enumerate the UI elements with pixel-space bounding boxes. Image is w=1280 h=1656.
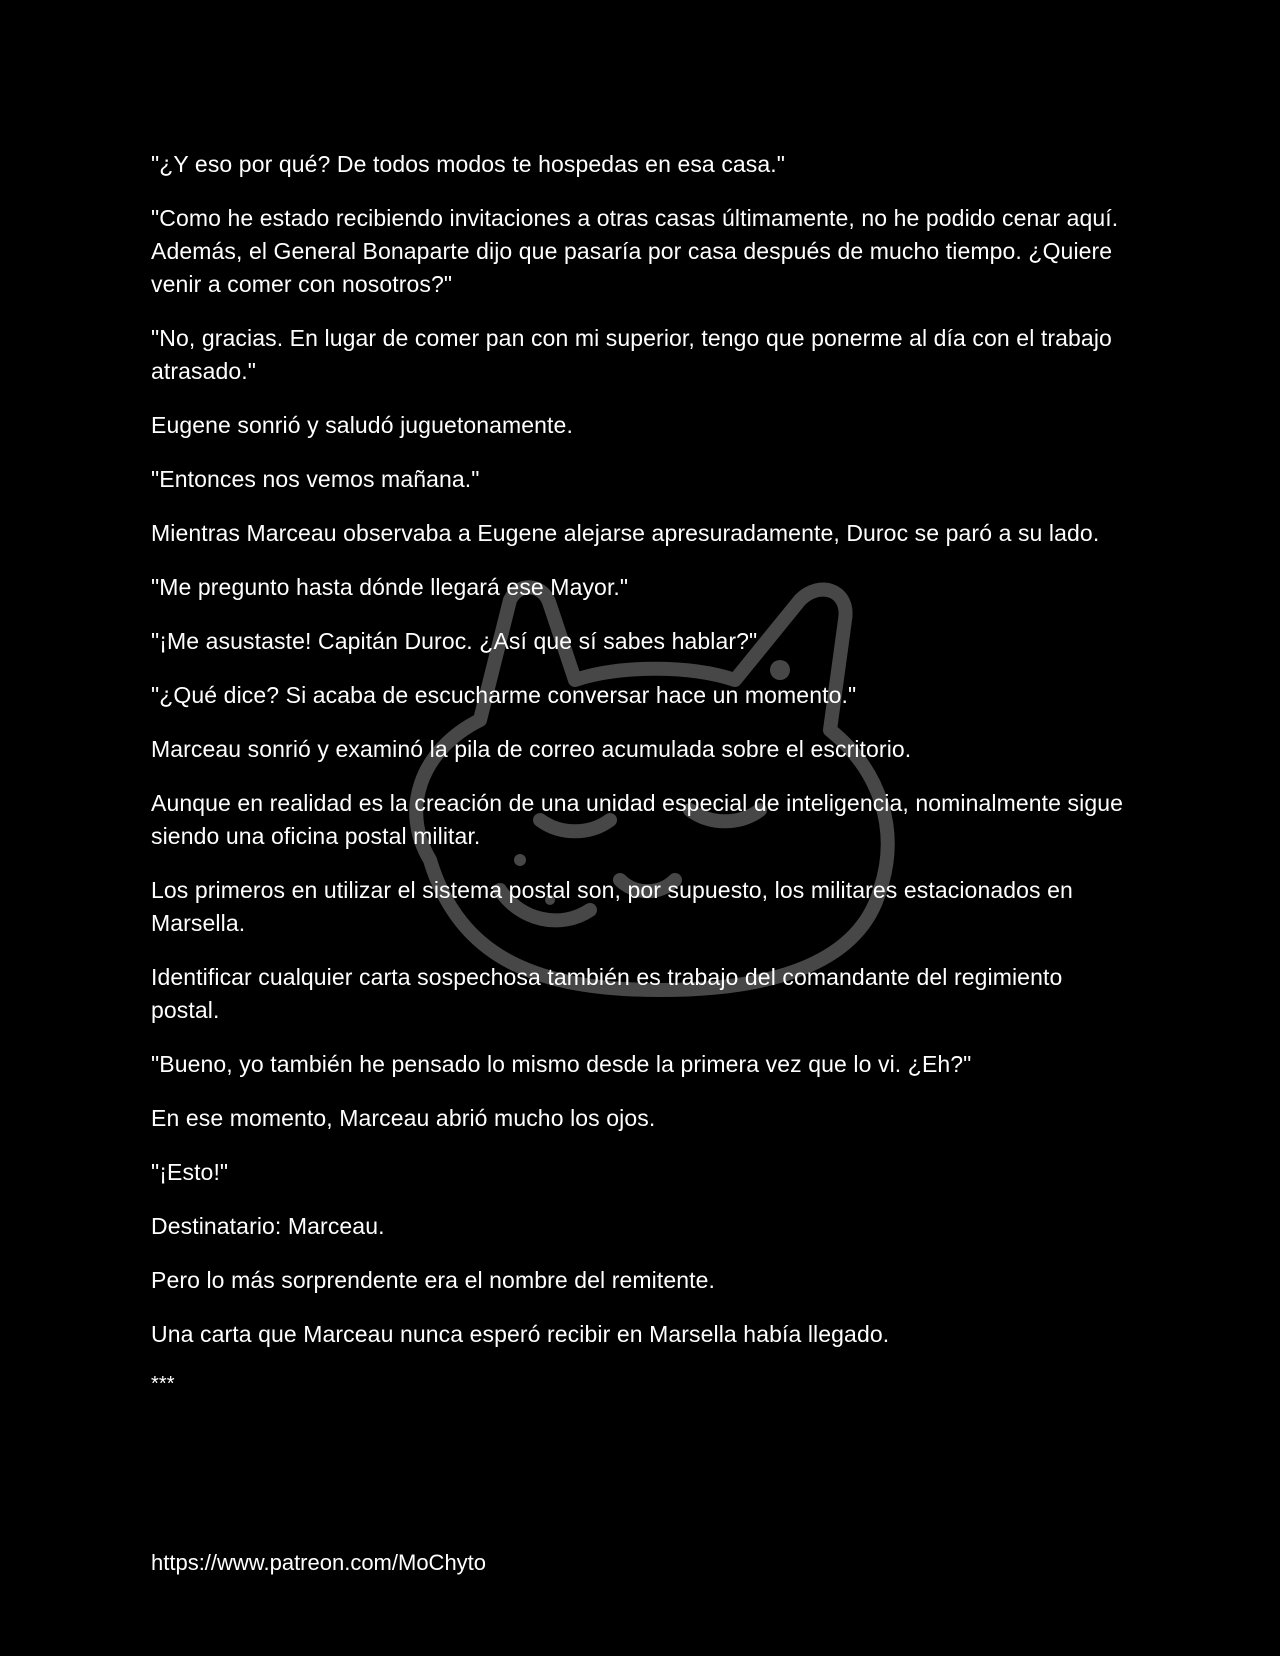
paragraph: Pero lo más sorprendente era el nombre del remitente. xyxy=(151,1267,715,1293)
paragraph: Marceau sonrió y examinó la pila de correo acumulada sobre el escritorio. xyxy=(151,736,912,762)
paragraph: Identificar cualquier carta sospechosa también es trabajo del comandante del regimiento postal. xyxy=(151,964,1063,1023)
patreon-link[interactable]: https://www.patreon.com/MoChyto xyxy=(151,1550,487,1575)
paragraph: Mientras Marceau observaba a Eugene alejarse apresuradamente, Duroc se paró a su lado. xyxy=(151,520,1100,546)
paragraph: "¿Qué dice? Si acaba de escucharme conversar hace un momento." xyxy=(151,682,857,708)
paragraph: Aunque en realidad es la creación de una unidad especial de inteligencia, nominalmente sigue siendo una oficina postal militar. xyxy=(151,790,1124,849)
paragraph: "Bueno, yo también he pensado lo mismo desde la primera vez que lo vi. ¿Eh?" xyxy=(151,1051,972,1077)
paragraph: "¿Y eso por qué? De todos modos te hospedas en esa casa." xyxy=(151,151,786,177)
chapter-text xyxy=(151,148,1131,1417)
scene-separator: *** xyxy=(151,1373,175,1395)
paragraph: Los primeros en utilizar el sistema postal son, por supuesto, los militares estacionados en Marsella. xyxy=(151,877,1073,936)
paragraph: "¡Me asustaste! Capitán Duroc. ¿Así que sí sabes hablar?" xyxy=(151,628,758,654)
paragraph: "Entonces nos vemos mañana." xyxy=(151,466,480,492)
paragraph: Destinatario: Marceau. xyxy=(151,1213,385,1239)
paragraph: "No, gracias. En lugar de comer pan con mi superior, tengo que ponerme al día con el trabajo atrasado." xyxy=(151,325,1112,384)
paragraph: Eugene sonrió y saludó juguetonamente. xyxy=(151,412,573,438)
paragraph: En ese momento, Marceau abrió mucho los ojos. xyxy=(151,1105,656,1131)
paragraph: "Como he estado recibiendo invitaciones a otras casas últimamente, no he podido cenar aquí. Además, el General Bonaparte dijo que pasaría por casa después de mucho tiempo. ¿Quiere venir a comer con nosotros?" xyxy=(151,205,1119,297)
paragraph: "Me pregunto hasta dónde llegará ese Mayor." xyxy=(151,574,629,600)
paragraph: Una carta que Marceau nunca esperó recibir en Marsella había llegado. xyxy=(151,1321,890,1347)
paragraph: "¡Esto!" xyxy=(151,1159,229,1185)
